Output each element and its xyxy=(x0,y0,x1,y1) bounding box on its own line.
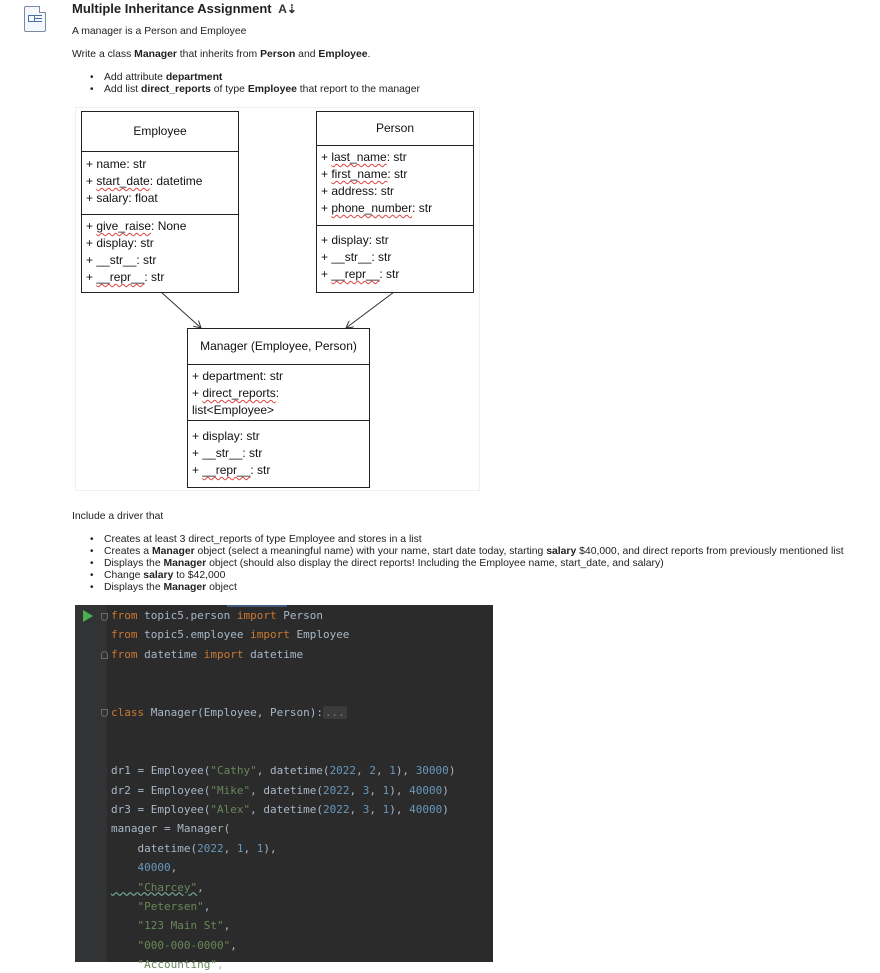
manager-class-box xyxy=(187,328,370,488)
document-icon xyxy=(24,6,46,32)
code-line: "Accounting", xyxy=(111,958,224,972)
code-line: "123 Main St", xyxy=(111,919,231,933)
class-attributes: + last_name: str + first_name: str + address: str + phone_number: str xyxy=(317,146,473,226)
code-line: manager = Manager( xyxy=(111,822,231,836)
person-class-box xyxy=(316,111,474,293)
uml-diagram xyxy=(75,107,480,491)
code-line: from topic5.person import Person xyxy=(111,609,323,622)
translate-icon[interactable]: A⇣ xyxy=(278,2,297,16)
class-name: Manager (Employee, Person) xyxy=(188,329,369,365)
list-item: • Displays the Manager object (should also display the direct reports! Including the Employee name, start_date, and salary) xyxy=(90,558,844,570)
class-methods: + display: str + __str__: str + __repr__: str xyxy=(321,233,400,281)
code-line: dr2 = Employee("Mike", datetime(2022, 3, 1), 40000) xyxy=(111,783,449,797)
title-text: Multiple Inheritance Assignment xyxy=(72,1,272,16)
list-item: • Add attribute department xyxy=(90,72,420,84)
employee-class-box xyxy=(81,111,239,293)
class-name: Employee xyxy=(82,112,238,152)
class-methods: + give_raise: None + display: str + __str__: str + __repr__: str xyxy=(86,219,187,284)
fold-icon[interactable] xyxy=(101,613,108,621)
driver-heading: Include a driver that xyxy=(72,511,164,522)
list-item: • Change salary to $42,000 xyxy=(90,570,844,582)
code-editor[interactable] xyxy=(75,605,493,972)
list-item: • Displays the Manager object xyxy=(90,582,844,594)
code-line: from datetime import datetime xyxy=(111,647,304,661)
code-line: "000-000-0000", xyxy=(111,938,237,952)
code-line: from topic5.employee import Employee xyxy=(111,628,350,642)
list-item: • Add list direct_reports of type Employee that report to the manager xyxy=(90,84,420,96)
run-icon[interactable] xyxy=(83,610,93,622)
code-line: "Charcey", xyxy=(111,880,204,894)
code-line: datetime(2022, 1, 1), xyxy=(111,841,277,855)
intro-line-2: Write a class Manager that inherits from Person and Employee. xyxy=(72,49,371,60)
list-item: • Creates at least 3 direct_reports of type Employee and stores in a list xyxy=(90,534,844,546)
page-title xyxy=(72,1,297,16)
class-attributes: + name: str + start_date: datetime + salary: float xyxy=(82,152,238,215)
class-attributes: + department: str + direct_reports: list<Employee> xyxy=(188,365,369,421)
intro-line-1: A manager is a Person and Employee xyxy=(72,26,247,37)
class-methods: + display: str + __str__: str + __repr__: str xyxy=(192,429,271,477)
code-line: dr1 = Employee("Cathy", datetime(2022, 2, 1), 30000) xyxy=(111,764,456,778)
driver-bullet-list xyxy=(90,534,844,594)
list-item: • Creates a Manager object (select a meaningful name) with your name, start date today, starting salary $40,000, and direct reports from previously mentioned list xyxy=(90,546,844,558)
fold-icon[interactable] xyxy=(101,709,108,717)
code-line: "Petersen", xyxy=(111,900,211,913)
code-line: dr3 = Employee("Alex", datetime(2022, 3, 1), 40000) xyxy=(111,803,449,816)
code-line: 40000, xyxy=(111,861,178,875)
code-line: class Manager(Employee, Person): ... xyxy=(111,706,345,719)
scroll-highlight xyxy=(227,605,287,607)
class-name: Person xyxy=(317,112,473,146)
fold-icon[interactable] xyxy=(101,651,108,659)
intro-bullet-list xyxy=(90,72,420,96)
